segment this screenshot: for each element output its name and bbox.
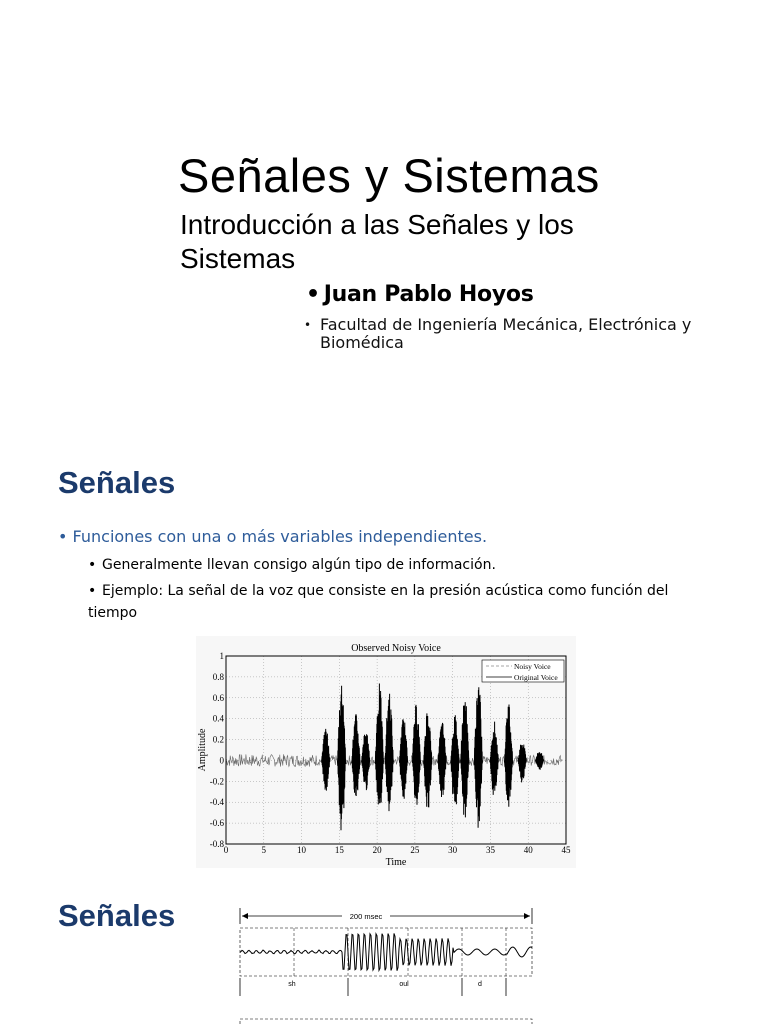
y-tick-label: -0.4 (209, 797, 224, 808)
y-tick-label: 0.4 (212, 713, 224, 724)
bullet-level2 (88, 580, 708, 624)
x-tick-label: 35 (485, 845, 495, 855)
x-tick-label: 40 (523, 845, 533, 855)
bullet-marker: • (88, 557, 97, 573)
author-name: Juan Pablo Hoyos (323, 282, 534, 307)
section-heading: Señales (58, 465, 176, 500)
x-tick-label: 20 (372, 845, 382, 855)
segment-label: d (478, 981, 482, 988)
y-tick-label: -0.2 (209, 776, 224, 787)
bullet-text: Ejemplo: La señal de la voz que consiste en la presión acústica como función del tiempo (88, 583, 669, 621)
x-tick-label: 30 (448, 845, 458, 855)
bullet-level1 (58, 527, 487, 546)
legend-label-noisy: Noisy Voice (514, 662, 551, 671)
bullet-marker: • (306, 282, 320, 307)
x-tick-label: 5 (261, 845, 267, 855)
waveform-grid (294, 928, 506, 976)
affiliation-line (304, 316, 744, 352)
y-axis-label: Amplitude (197, 728, 208, 772)
y-tick-label: -0.8 (209, 839, 224, 849)
bullet-text: Generalmente llevan consigo algún tipo de información. (102, 557, 496, 573)
arrowhead-left (242, 913, 248, 919)
chart-title: Observed Noisy Voice (351, 643, 441, 654)
bullet-marker: • (304, 318, 312, 332)
slide-subtitle: Introducción a las Señales y los Sistemas (180, 209, 574, 274)
speech-waveform (240, 933, 532, 970)
y-tick-label: -0.6 (209, 818, 224, 829)
affiliation-text: Facultad de Ingeniería Mecánica, Electrónica y Biomédica (320, 315, 692, 352)
x-tick-label: 45 (561, 845, 571, 855)
noisy-voice-chart (196, 636, 576, 868)
x-tick-label: 0 (223, 845, 229, 855)
bullet-marker: • (58, 527, 68, 546)
y-tick-label: 0.6 (212, 692, 224, 703)
legend-label-original: Original Voice (514, 673, 558, 682)
next-waveform-frame (240, 1019, 532, 1024)
x-tick-label: 25 (410, 845, 420, 855)
arrowhead-right (524, 913, 530, 919)
segment-label: sh (288, 981, 296, 988)
y-tick-label: 0.8 (212, 671, 224, 682)
x-axis-label: Time (385, 857, 407, 868)
y-tick-label: 1 (219, 651, 224, 661)
x-tick-label: 10 (297, 845, 307, 855)
chart-legend (482, 660, 564, 682)
author-line (306, 282, 534, 307)
bullet-level2 (88, 557, 496, 573)
segment-label: oul (399, 981, 409, 988)
x-tick-label: 15 (334, 845, 344, 855)
slide-title: Señales y Sistemas (178, 149, 600, 202)
y-tick-label: 0.2 (212, 734, 224, 745)
y-tick-label: 0 (219, 755, 224, 766)
speech-waveform-diagram (230, 902, 540, 1024)
bullet-text: Funciones con una o más variables independientes. (72, 527, 488, 546)
section-heading: Señales (58, 898, 176, 933)
duration-label: 200 msec (349, 912, 383, 921)
bullet-marker: • (88, 583, 97, 599)
